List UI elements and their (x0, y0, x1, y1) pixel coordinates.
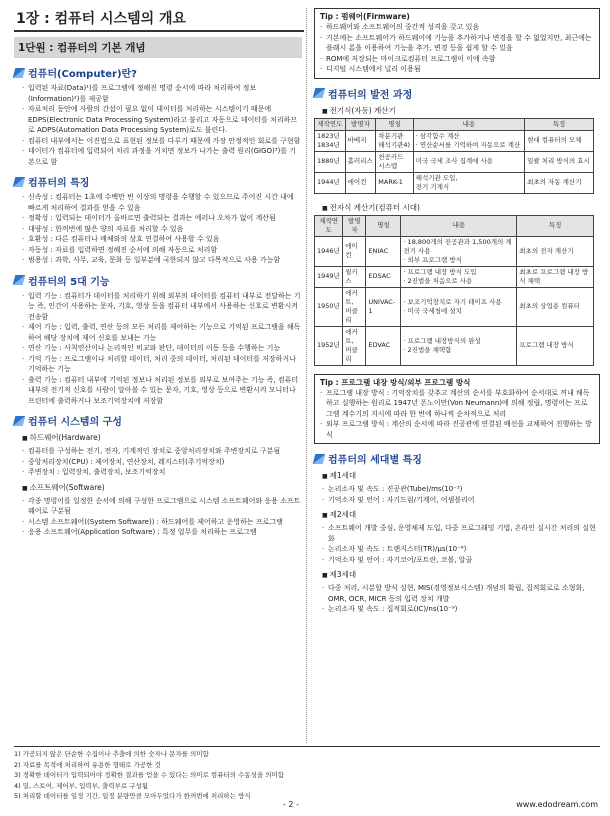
column-divider (306, 8, 307, 743)
table-cell: 최초의 전자 계산기 (517, 236, 594, 266)
list-item: · 논리소자 및 속도 : 트랜지스터(TR)/µs(10⁻⁶) (322, 544, 600, 555)
bullet-list (14, 496, 302, 538)
bullet-list (14, 83, 302, 167)
table-cell: 1946년 (315, 236, 343, 266)
table-electronic (314, 215, 594, 366)
list-item: · 대량성 : 한꺼번에 많은 양의 자료를 처리할 수 있음 (22, 224, 302, 235)
table-cell: 1880년 (315, 151, 346, 172)
table-cell: EDSAC (366, 266, 401, 287)
subsection-label: ■ 소프트웨어(Software) (22, 482, 302, 493)
tip-title: Tip : 프로그램 내장 방식/외부 프로그램 방식 (320, 377, 471, 387)
table-header: 명칭 (376, 118, 413, 130)
table-cell: 1950년 (315, 287, 343, 326)
table-cell: · 보조기억장치로 자기 테이프 사용 · 미국 국세청에 설치 (401, 287, 517, 326)
table-cell: ENIAC (366, 236, 401, 266)
footnotes (14, 746, 600, 802)
tip-item: · 하드웨어와 소프트웨어의 중간적 성격을 갖고 있음 (320, 22, 594, 33)
right-column (314, 8, 600, 615)
section-heading-history: 컴퓨터의 발전 과정 (314, 86, 600, 101)
table-cell: 천공카드 시스템 (376, 151, 413, 172)
list-item: · 기억소자 및 언어 : 자기코어/포트란, 코볼, 알골 (322, 555, 600, 566)
subsection-label: ■ 하드웨어(Hardware) (22, 432, 302, 443)
table-header: 발명자 (345, 118, 376, 130)
table-cell: 최초의 자동 계산기 (525, 172, 594, 193)
footnote: 2) 자료를 목적에 처리하여 유용한 형태로 가공한 것 (14, 760, 161, 769)
table-row (315, 172, 594, 193)
table-cell: · 삼각함수 계산 · 연산순서를 기억하여 자동으로 계산 (413, 130, 524, 151)
list-item: · 범용성 : 과학, 사무, 교육, 문화 등 일부분에 국한되지 않고 다목적으로 사용 가능함 (22, 255, 302, 266)
list-item: · 호환성 : 다른 컴퓨터나 매체와의 상호 연결하여 사용할 수 있음 (22, 234, 302, 245)
left-column (14, 8, 302, 538)
bullet-list (314, 583, 600, 615)
table-cell: UNIVAC-1 (366, 287, 401, 326)
table-cell: 에커트, 머클리 (343, 326, 366, 365)
list-item: · 논리소자 및 속도 : 집적회로(IC)/ns(10⁻⁹) (322, 604, 600, 615)
section-title: 컴퓨터의 특징 (28, 178, 90, 189)
bullet-list (14, 446, 302, 478)
tip-firmware (314, 8, 600, 79)
bullet-list (14, 291, 302, 407)
table-cell: 1952년 (315, 326, 343, 365)
table-cell: 1823년 1834년 (315, 130, 346, 151)
bookmark-icon (13, 275, 26, 285)
list-item: · 주변장치 : 입력장치, 출력장치, 보조기억장치 (22, 467, 302, 478)
generations-list (314, 470, 600, 615)
list-item: · 응용 소프트웨어(Application Software) : 특정 업무를 처리하는 프로그램 (22, 527, 302, 538)
table-cell: 일괄 처리 방식의 효시 (525, 151, 594, 172)
table-cell: 해석기관 도입, 전기 기계식 (413, 172, 524, 193)
list-item: · 컴퓨터를 구성하는 전기, 전자, 기계적인 장치로 중앙처리장치와 주변장치로 구분됨 (22, 446, 302, 457)
tip-title: Tip : 펌웨어(Firmware) (320, 12, 410, 21)
section-heading (14, 413, 302, 428)
unit-title: 1단원 : 컴퓨터의 기본 개념 (14, 37, 302, 58)
section-heading-generations: 컴퓨터의 세대별 특징 (314, 451, 600, 466)
list-item: · 시스템 소프트웨어((System Software)) : 하드웨어를 제어하고 운영하는 프로그램 (22, 517, 302, 528)
tip-item: · 기본에는 소프트웨어가 하드웨어에 기능을 추가하거나 변경을 할 수 없었지만, 최근에는 플래시 롬을 이용하여 기능을 추가, 변경 등을 쉽게 할 수 있음 (320, 33, 594, 54)
footnote: 1) 가공되지 않은 단순한 수집이나 추출에 의한 숫자나 문자를 의미함 (14, 750, 209, 758)
list-item: · 중앙처리장치(CPU) : 제어장치, 연산장치, 레지스터(주기억장치) (22, 457, 302, 468)
tip-program-methods (314, 374, 600, 445)
table-cell: 에이컨 (343, 236, 366, 266)
list-item: · 자료처리 동안에 사람의 간섭이 필요 없이 데이터를 처리하는 시스템이기 때문에 EDPS(Electronic Data Processing System)라고 불리고 자동으로 데이터를 처리하므로 ADPS(Automation Data Processing System)로도 불린다. (22, 104, 302, 136)
list-item: · 소프트웨어 개발 중심, 운영체제 도입, 다중 프로그래밍 기법, 온라인 실시간 처리의 실현화 (322, 523, 600, 544)
bookmark-icon (13, 416, 26, 426)
table-cell: · 18,800개의 진공관과 1,500개의 계전기 사용 · 외부 프로그램 방식 (401, 236, 517, 266)
table-cell: 홀러리스 (345, 151, 376, 172)
table-row (315, 130, 594, 151)
generation-label: ■ 제2세대 (322, 509, 600, 520)
table-cell: 에커트, 머클리 (343, 287, 366, 326)
footnote: 5) 처리할 데이터를 일정 기간, 일정 분량만큼 모아두었다가 한꺼번에 처리하는 방식 (14, 792, 251, 800)
table-header: 제작연도 (315, 118, 346, 130)
table-cell: · 프로그램 내장 방식 도입 · 2진법을 처음으로 사용 (401, 266, 517, 287)
table-row (315, 266, 594, 287)
table-row (315, 236, 594, 266)
table-cell: 1944년 (315, 172, 346, 193)
section-heading (14, 65, 302, 80)
section-title: 컴퓨터(Computer)란? (28, 69, 137, 80)
table-electromechanical (314, 118, 594, 194)
table-row (315, 287, 594, 326)
list-item: · 컴퓨터 내부에서는 이진법으로 표현된 정보를 다루기 때문에 가장 안정적인 회로를 구현함 (22, 136, 302, 147)
table-row (315, 151, 594, 172)
footnote: 4) 밀, 스토어, 제어부, 입력부, 출력부로 구성됨 (14, 781, 149, 790)
table-cell: 바베지 (345, 130, 376, 151)
table-cell: MARK-1 (376, 172, 413, 193)
table-header: 명칭 (366, 215, 401, 236)
list-item: · 각종 명령어를 일정한 순서에 의해 구성한 프로그램으로 시스템 소프트웨어와 응용 소프트웨어로 구분됨 (22, 496, 302, 517)
table-cell: 현대 컴퓨터의 모체 (525, 130, 594, 151)
list-item: · 신속성 : 컴퓨터는 1초에 수백만 번 이상의 명령을 수행할 수 있으므로 주어진 시간 내에 빠르게 처리하여 결과를 얻을 수 있음 (22, 192, 302, 213)
page-number: - 2 - (283, 800, 299, 809)
list-item: · 출력 기능 : 컴퓨터 내부에 기억된 정보나 처리된 정보를 외부로 보여주는 기능 즉, 컴퓨터 내부의 전기적 신호를 사람이 알아볼 수 있는 문자, 기호, 영상 등으로 변환시켜 모니터나 프린터에 출력하거나 보조기억장치에 저장함 (22, 375, 302, 407)
bookmark-icon (313, 88, 326, 98)
section-heading (14, 273, 302, 288)
section-title: 컴퓨터의 5대 기능 (28, 276, 110, 288)
tip-item: · 프로그램 내장 방식 : 기억장치를 갖추고 계산의 순서를 부호화하여 순서대로 꺼내 해독하고 실행하는 원리로 1947년 폰노이만(Von Neumann)에 의해 정립, 명령어는 프로그램 계수기의 지시에 따라 한 번에 하나씩 순차적으로 처리 (320, 388, 594, 420)
table-cell: 차분기관 해석기관4) (376, 130, 413, 151)
list-item: · 입력된 자료(Data)¹)를 프로그램에 정해진 명령 순서에 따라 처리하여 정보(Information)²)를 제공함 (22, 83, 302, 104)
table-cell: 1949년 (315, 266, 343, 287)
table-cell: 에이컨 (345, 172, 376, 193)
list-item: · 연산 기능 : 사칙연산이나 논리적인 비교와 판단, 데이터의 이동 등을 수행하는 기능 (22, 343, 302, 354)
list-item: · 정확성 : 입력되는 데이터가 올바르면 출력되는 결과는 에러나 오차가 없이 계산됨 (22, 213, 302, 224)
section-heading (14, 174, 302, 189)
generation-label: ■ 제1세대 (322, 470, 600, 481)
table-cell: 윌키스 (343, 266, 366, 287)
table-row (315, 326, 594, 365)
list-item: · 자동성 : 자료를 입력하면 정해진 순서에 의해 자동으로 처리함 (22, 245, 302, 256)
tip-item: · 외부 프로그램 방식 : 계산의 순서에 따라 진공관에 연결된 배선을 교체하여 진행하는 방식 (320, 419, 594, 440)
bookmark-icon (13, 68, 26, 78)
chapter-title: 1장 : 컴퓨터 시스템의 개요 (14, 8, 304, 32)
table1-title: ■ 전기식(자동) 계산기 (322, 105, 600, 116)
section-title: 컴퓨터 시스템의 구성 (28, 417, 122, 428)
table-cell: 최초로 프로그램 내장 방식 채택 (517, 266, 594, 287)
site-url: www.edodream.com (516, 800, 598, 809)
table-header: 제작연도 (315, 215, 343, 236)
table-cell: EDVAC (366, 326, 401, 365)
list-item: · 기억소자 및 언어 : 자기드럼/기계어, 어셈블리어 (322, 495, 600, 506)
bookmark-icon (313, 454, 326, 464)
table-header: 내용 (401, 215, 517, 236)
bookmark-icon (13, 177, 26, 187)
footnote: 3) 정확한 데이터가 입력되어야 정확한 결과를 얻을 수 있다는 의미로 컴퓨터의 수동성을 의미함 (14, 771, 285, 779)
table-header: 발명자 (343, 215, 366, 236)
list-item: · 입력 기능 : 컴퓨터가 데이터를 처리하기 위해 외부의 데이터를 컴퓨터 내부로 전달하는 기능 즉, 인간이 사용하는 문자, 기호, 영상 등을 컴퓨터 내부에서 사용하는 신호로 변환시켜 전송함 (22, 291, 302, 323)
table-header: 특징 (517, 215, 594, 236)
table-cell: 미국 국세 조사 집계에 사용 (413, 151, 524, 172)
tip-item: · ROM에 저장되는 마이크로컴퓨터 프로그램이 이에 속함 (320, 54, 594, 65)
bullet-list (14, 192, 302, 266)
table-header: 특징 (525, 118, 594, 130)
table-cell: · 프로그램 내장방식의 완성 · 2진법을 채택함 (401, 326, 517, 365)
list-item: · 다중 처리, 시분할 방식 실현, MIS(경영정보시스템) 개념의 확립, 집적회로로 소형화, OMR, OCR, MICR 등의 입력 장치 개발 (322, 583, 600, 604)
tip-item: · 디지털 시스템에서 널리 이용됨 (320, 64, 594, 75)
bullet-list (314, 484, 600, 505)
list-item: · 제어 기능 : 입력, 출력, 연산 등의 모든 처리를 제어하는 기능으로 기억된 프로그램을 해독하여 해당 장치에 제어 신호를 보내는 기능 (22, 322, 302, 343)
table-cell: 프로그램 내장 방식 (517, 326, 594, 365)
table-cell: 최초의 상업용 컴퓨터 (517, 287, 594, 326)
bullet-list (314, 523, 600, 565)
left-sections (14, 65, 302, 538)
generation-label: ■ 제3세대 (322, 569, 600, 580)
table-header: 내용 (413, 118, 524, 130)
list-item: · 논리소자 및 속도 : 진공관(Tube)/ms(10⁻³) (322, 484, 600, 495)
list-item: · 데이터가 컴퓨터에 입력되어 처리 과정을 거치면 정보가 나가는 출력 원리(GIGO)³)를 기본으로 함 (22, 146, 302, 167)
list-item: · 기억 기능 : 프로그램이나 처리할 데이터, 처리 중의 데이터, 처리된 데이터를 저장하거나 기억하는 기능 (22, 354, 302, 375)
table2-title: ■ 전자식 계산기(컴퓨터 시대) (322, 202, 600, 213)
